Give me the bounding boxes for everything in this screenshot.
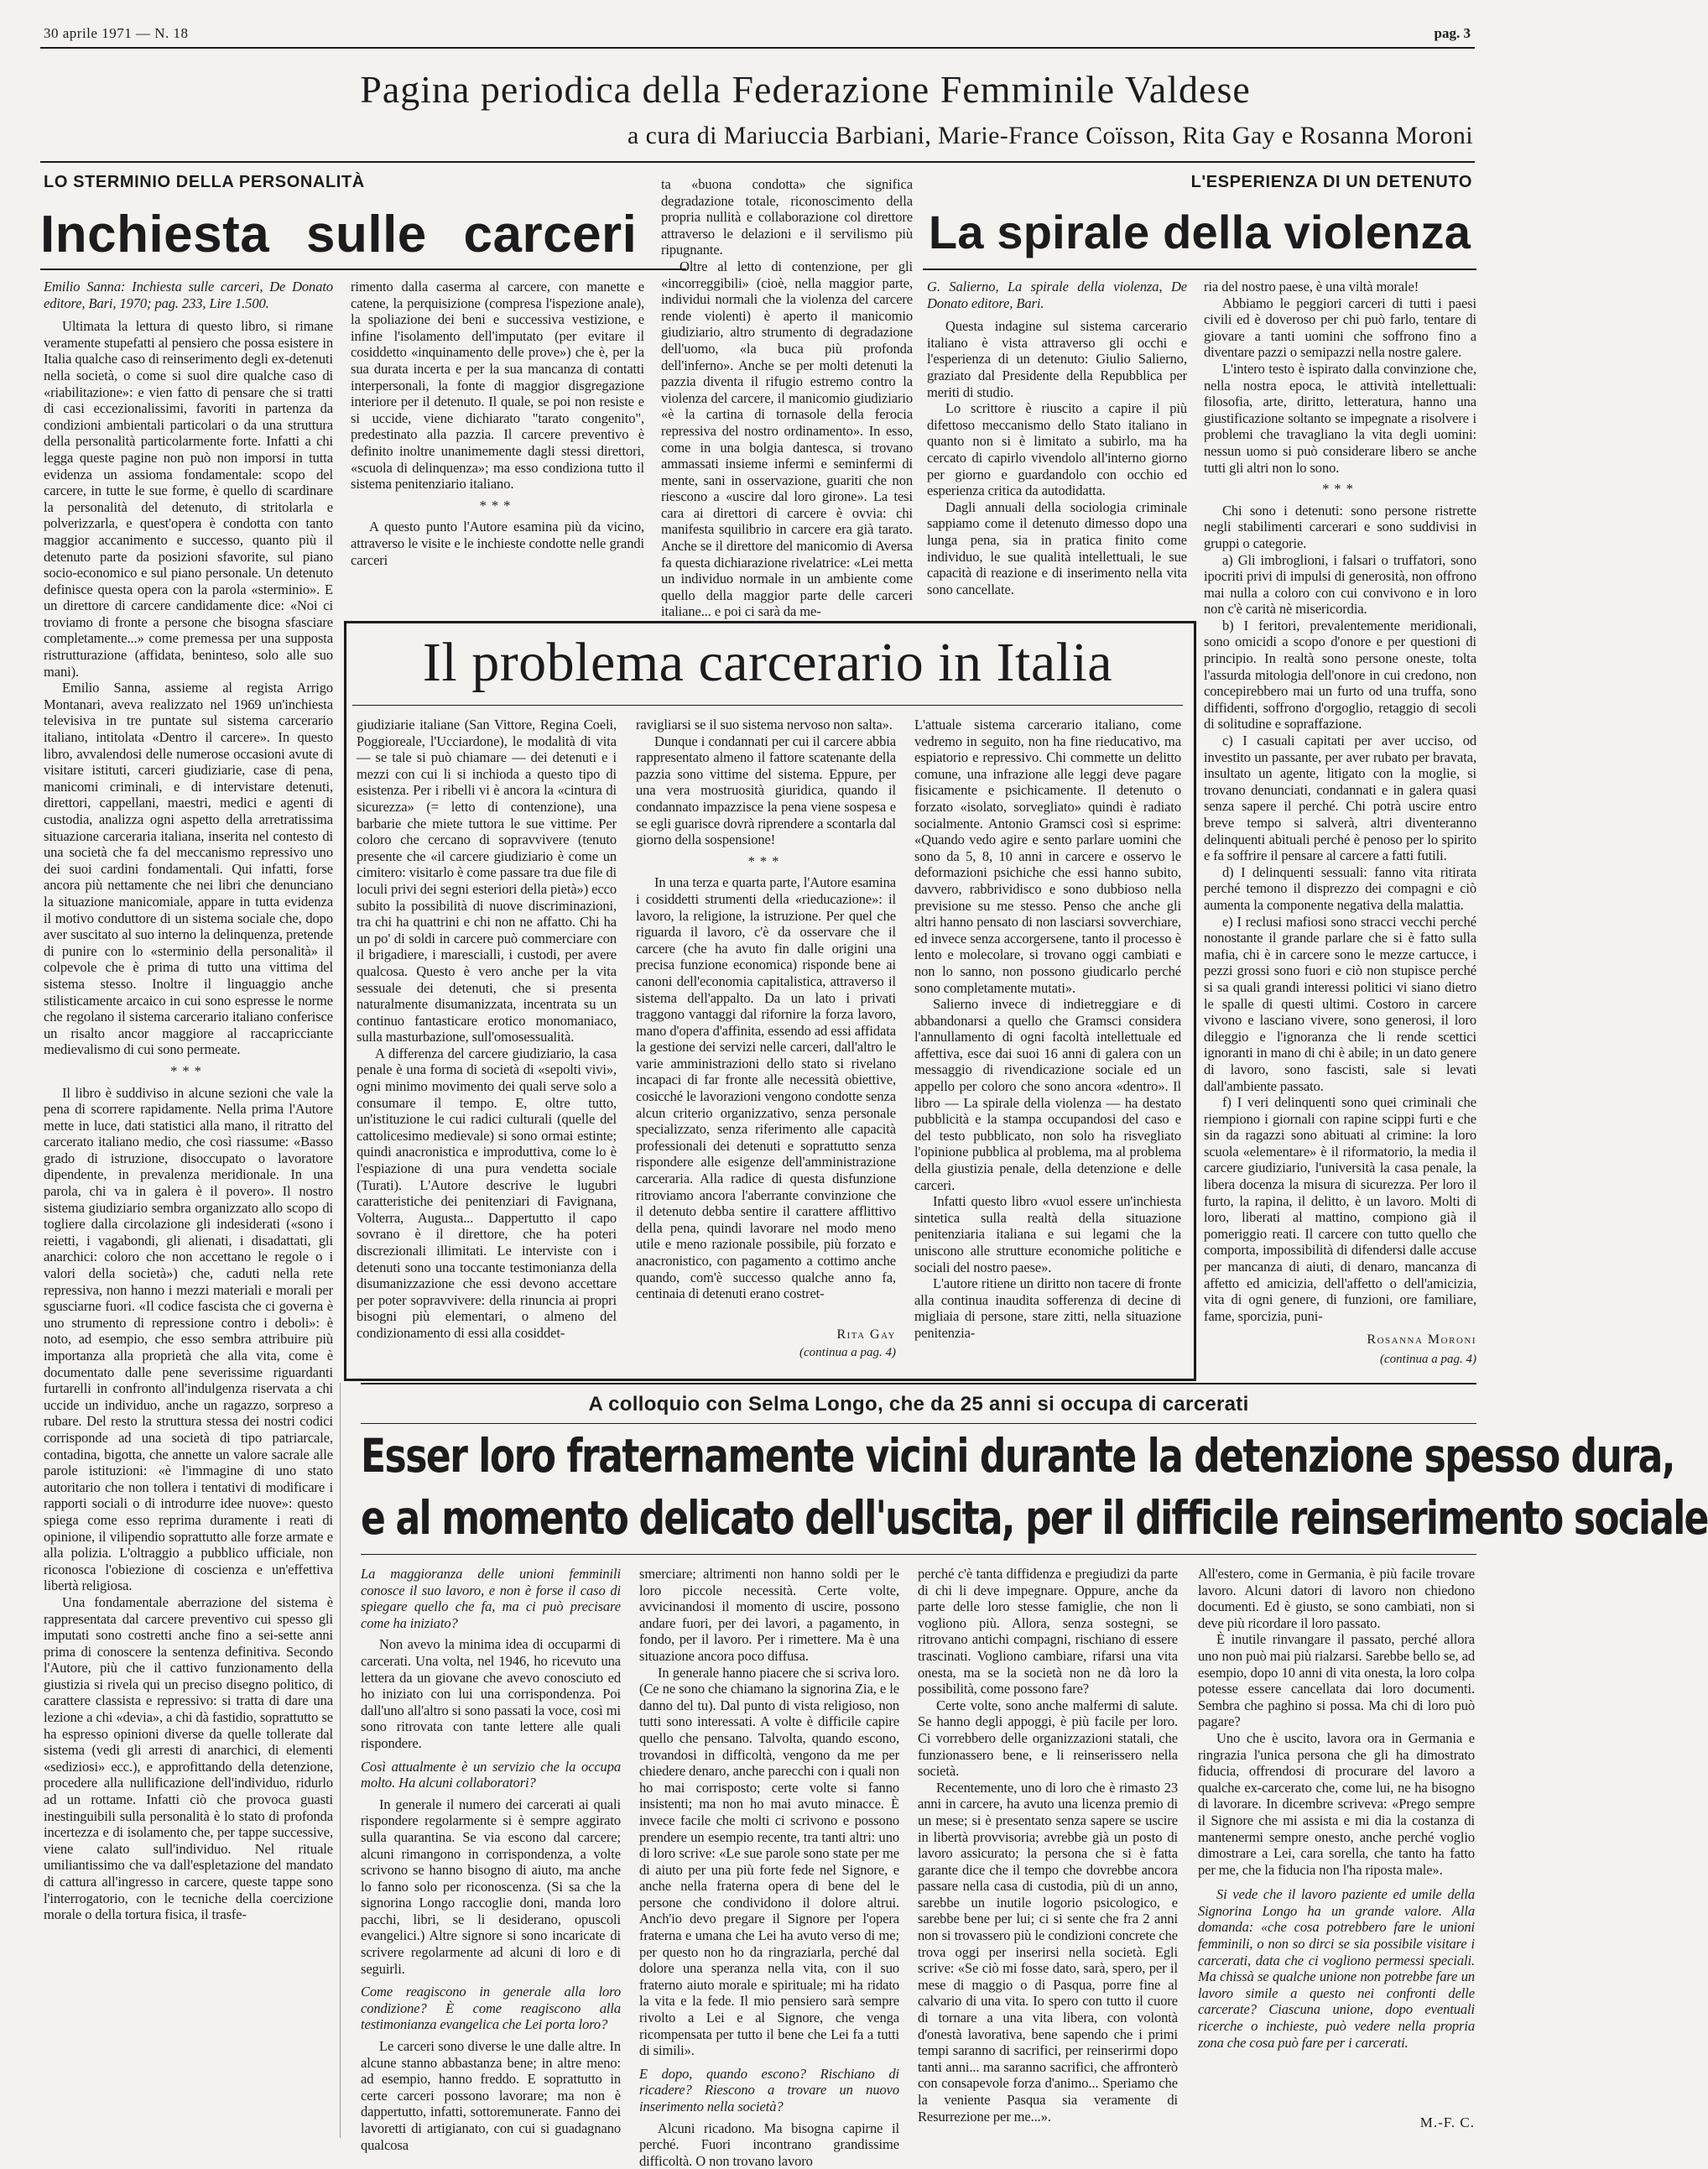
interview-col1 [361, 1566, 621, 2153]
paragraph: Emilio Sanna, assieme al regista Arrigo Montanari, aveva realizzato nel 1969 un'inchiesta televisiva in tre puntate sul sistema carcerario italiano, intitolata «Dentro il carcere». In questo libro, avvalendosi delle numerose occasioni avute di visitare istituti, carceri giudiziarie, case di pena, manicomi criminali, e di intervistare detenuti, direttori, cappellani, maestri, medici e agenti di custodia, analizza ogni aspetto della arretratissima situazione carceraria italiana, inserita nel contesto di una società che fa del meccanismo repressivo uno dei suoi cardini fondamentali. Qui infatti, forse ancora più nettamente che nei libri che denunciano la situazione manicomiale, appare in tutta evidenza il motivo conduttore di un sistema sociale che, dopo aver suscitato al suo interno la delinquenza, pretende di punire con lo «sterminio della personalità» il colpevole che è prima di tutto una vittima del sistema stesso. Inoltre il linguaggio anche stilisticamente arcaico in cui sono espresse le norme che regolano il sistema carcerario italiano conferisce un risalto ancor maggiore al raccapricciante medievalismo di cui sono permeate. [44, 680, 333, 1058]
paragraph: Infatti questo libro «vuol essere un'inchiesta sintetica sulla realtà della situazione penitenziaria italiana e sui legami che la uniscono alle strutture economiche politiche e sociali del nostro paese». [914, 1193, 1181, 1275]
paragraph: Una fondamentale aberrazione del sistema è rappresentata dal carcere preventivo cui spesso gli imputati sono costretti anche fino a sei-sette anni prima di conoscere la sentenza definitiva. Secondo l'Autore, più che il cattivo funzionamento della giustizia si rivela qui un preciso disegno politico, di carattere classista e repressivo: si tratta di dare una lezione a chi «devia», a chi dà fastidio, soprattutto se ha espresso opinioni diverse da quelle tollerate dal sistema (vedi gli arresti di anarchici, di elementi «sediziosi» ecc.), e approfittando della detenzione, procedere alla nullificazione dell'individuo, ridurlo ad un rottame. Infatti ciò che provoca guasti inestinguibili sulla personalità è lo stato di profonda incertezza e di isolamento che, per tappe successive, viene calato sull'individuo. Nel rituale umiliantissimo che va dall'espletazione del mandato di cattura all'ingresso in carcere, queste tappe sono l'interrogatorio, con le tecniche della coercizione morale o della tortura fisica, il trasfe- [44, 1593, 333, 1923]
center-signature: Rita Gay [636, 1327, 896, 1343]
page-number: pag. 3 [1434, 25, 1471, 41]
page-title: Pagina periodica della Federazione Femminile Valdese [360, 68, 1251, 111]
paragraph: A differenza del carcere giudiziario, la casa penale è una forma di società di «sepolti vivi», ogni minimo movimento dei quali serve solo a consumare il tempo. E, oltre tutto, un'istituzione le cui radici culturali (quelle del cattolicesimo medievale) si sono ormai estinte; quindi anacronistica e improduttiva, come lo è l'espiazione di una pura vendetta sociale (Turati). L'Autore descrive le lugubri caratteristiche dei penitenziari di Favignana, Volterra, Augusta... Dappertutto il capo sovrano è il direttore, che ha poteri discrezionali illimitati. Le interviste con i detenuti sono una toccante testimonianza della disumanizzazione che essi devono accettare per poter sopravvivere: della rinuncia ai propri bisogni più elementari, o almeno del condizionamento di essi alla cosiddet- [357, 1045, 617, 1341]
paragraph: Questa indagine sul sistema carcerario italiano è vista attraverso gli occhi e l'esperienza di un detenuto: Giulio Salierno, graziato dal Presidente della Repubblica per meriti di studio. [927, 318, 1187, 400]
paragraph: In una terza e quarta parte, l'Autore esamina i cosiddetti strumenti della «rieducazione»: il lavoro, la religione, la istruzione. Per quel che riguarda il lavoro, c'è da osservare che il carcere (che ha avuto fin dalle origini una precisa funzione economica) risponde bene ai canoni dell'economia capitalistica, attraverso il sistema dell'appalto. Da un lato i privati traggono vantaggi dal rifornire la forza lavoro, mano d'opera d'affinita, essendo ad essi affidata la gestione dei servizi nelle carceri, dall'altro le varie amministrazioni dello stato si rivelano incapaci di far fronte alle necessità obiettive, cosicché le lavorazioni vengono condotte senza alcun criterio organizzativo, senza personale specializzato, senza riferimento alle capacità professionali dei detenuti e soprattutto senza rispondere alle esigenze dell'amministrazione carceraria. Alla radice di questa disfunzione ritroviamo ancora l'aberrante convinzione che il detenuto debba sentire il carattere afflittivo della pena, quindi lavorare nel modo meno utile e meno razionale possibile, più forzato e anacronistico, con pagamento a cottimo anche quando, com'è successo qualche anno fa, centinaia di detenuti erano costret- [636, 874, 896, 1302]
interview-col3 [918, 1566, 1178, 2145]
paragraph: L'intero testo è ispirato dalla convinzione che, nella nostra epoca, le attività intellettuali: filosofia, arte, diritto, letteratura, hanno una giustificazione soltanto se impegnate a risolvere i problemi che travagliano la vita degli uomini: nessun uomo si può considerare libero se anche tutti gli altri non lo sono. [1204, 360, 1476, 476]
center-headline-rule [352, 705, 1183, 706]
paragraph: Oltre al letto di contenzione, per gli «incorreggibili» (cioè, nella maggior parte, individui normali che la violenza del carcere rende violenti) è aperto il manicomio giudiziario, altro strumento di degradazione dell'uomo, «la buca più profonda dell'inferno». Anche se per molti detenuti la pazzia diventa il rifugio estremo contro la violenza del carcere, il manicomio giudiziario «è la cartina di tornasole della ferocia repressiva del nostro ordinamento». In esso, come in una bolgia dantesca, si trovano ammassati insieme infermi e seminfermi di mente, sani in osservazione, guariti che non riescono a «uscire dal loro girone». La tesi cara ai direttori di carcere è ovvia: chi manifesta squilibrio in carcere era già tarato. Anche se il direttore del manicomio di Aversa fa questa dichiarazione rivelatrice: «Lei metta un individuo normale in un ambiente come quello della maggior parte delle carceri italiane... e poi ci sarà da me- [661, 258, 913, 620]
paragraph: b) I feritori, prevalentemente meridionali, sono omicidi a scopo d'onore e per questioni di principio. In realtà sono persone oneste, tolta l'assurda mitologia dell'onore in cui credono, non concepirebbero mai un furto od una truffa, sono diffidenti, soffrono d'orgoglio, retaggio di secoli di solitudine e sopraffazione. [1204, 617, 1476, 733]
interview-headline-1: Esser loro fraternamente vicini durante la detenzione spesso dura, [361, 1430, 1674, 1483]
answer: Recentemente, uno di loro che è rimasto 23 anni in carcere, ha avuto una licenza premio di un mese; si è presentato senza sapere se uscire in libertà provvisoria; avrebbe già un posto di lavoro assicurato; la persona che si è fatta garante dice che il tempo che dovrebbe ancora passare nella casa di custodia, più di un anno, sarebbe un inutile logorio psicologico, e sarebbe bene per lui; ci si sente che fra 2 anni non si trovassero più le condizioni concrete che trova oggi per inserirsi nella società. Egli scrive: «Se ciò mi fosse dato, sarà, spero, per il mese di maggio o di Pasqua, porre fine al calvario di una vita. Io spero con tutto il cuore di tornare a una vita libera, con volontà d'onestà lavorativa, bene sapendo che i primi tempi saranno di sacrifici, per reinserirmi dopo tanti anni... ma saranno sacrifici, che affronterò con consapevole forza d'animo... Speriamo che la veniente Pasqua sia veramente di Resurrezione per me...». [918, 1779, 1178, 2125]
paragraph: ravigliarsi se il suo sistema nervoso non salta». [636, 717, 893, 733]
paragraph: ta «buona condotta» che significa degradazione totale, riconoscimento della propria nullità e collaborazione col direttore attraverso le delazioni e il servilismo più ripugnante. [661, 176, 913, 258]
bottom-headline-rule [361, 1554, 1476, 1555]
paragraph: a) Gli imbroglioni, i falsari o truffatori, sono ipocriti privi di impulsi di generosità, non offrono mai nulla a coloro con cui convivono e in loro non c'è carità nè misericordia. [1204, 551, 1476, 618]
right-article-col1 [927, 279, 1187, 614]
right-kicker: L'ESPERIENZA DI UN DETENUTO [1190, 173, 1472, 191]
left-headline: Inchiesta sulle carceri [40, 206, 638, 263]
left-article-col2 [351, 279, 644, 614]
answer: Le carceri sono diverse le une dalle altre. In alcune stanno abbastanza bene; in altre meno: ad esempio, hanno freddo. E soprattutto in certe carceri possono lavorare; ma non è dappertutto, infatti, sottoremunerate. Fanno dei lavoretti di artigianato, con cui si guadagnano qualcosa [361, 2038, 621, 2153]
bottom-top-rule [361, 1383, 1476, 1384]
paragraph: L'attuale sistema carcerario italiano, come vedremo in seguito, non ha fine rieducativo, ma espiatorio e repressivo. Chi commette un delitto comune, una infrazione alle leggi deve pagare fisicamente e psichicamente. Il detenuto o forzato «isolato, sorvegliato» quindi è radiato socialmente. Antonio Gramsci così si esprime: «Quando vedo agire e sento parlare uomini che sono da 5, 8, 10 anni in carcere e osservo le deformazioni psichiche che essi hanno subito, davvero, rabbrividisco e sono dubbioso nella previsione su me stesso. Penso che anche gli altri hanno pensato di non lasciarsi sovverchiare, ed invece senza accorgersene, tanto il processo è lento e molecolare, si trovano oggi cambiati e non lo sanno, non possono giudicarlo perché sono completamente mutati». [914, 717, 1181, 996]
paragraph: A questo punto l'Autore esamina più da vicino, attraverso le visite e le inchieste condotte nelle grandi carceri [351, 519, 644, 568]
answer: In generale il numero dei carcerati ai quali rispondere regolarmente si è sempre aggirato sulla quarantina. Se via escono dal carcere; alcuni rimangono in corrispondenza, a volte scrivono se hanno bisogno di aiuto, ma anche lo fanno solo per riconoscenza. (Si sa che la signorina Longo raccoglie doni, manda loro pacchi, libri, se li desiderano, opuscoli evangelici.) Altre signore si sono incaricate di scrivere regolarmente ad alcuni di loro e di seguirli. [361, 1796, 621, 1977]
right-continued: (continua a pag. 4) [1204, 1353, 1476, 1367]
paragraph: f) I veri delinquenti sono quei criminali che riempiono i giornali con rapine scippi furti e che sin da ragazzi sono abituati al crimine: la loro scuola «elementare» è il riformatorio, la media il carcere giudiziario, l'università la casa penale, la libera docenza la misura di sicurezza. Per loro il furto, la rapina, il delitto, è un lavoro. Molti di loro, liberati al mattino, compiono già il pomeriggio reati. Il carcere con tutto quello che comporta, impossibilità di difendersi dalle accuse per mancanza di aiuti, di denaro, mancanza di affetto ed amicizia, dell'affetto o dell'amicizia, vita di ogni genere, di funzioni, ore familiare, fame, sporcizia, puni- [1204, 1094, 1476, 1324]
left-headline-rule [40, 269, 686, 270]
interview-headline-2: e al momento delicato dell'uscita, per il difficile reinserimento sociale [361, 1492, 1708, 1546]
paragraph: rimento dalla caserma al carcere, con manette e catene, la perquisizione (compresa l'ispezione anale), la spoliazione dei beni e successiva vestizione, e infine l'isolamento dell'imputato (per evitare il cosiddetto «inquinamento delle prove») che è, per la sua durata incerta e per la sua mancanza di contatti interpersonali, la fonte di maggior disgregazione interiore per il detenuto. Il quale, se poi non resiste e si uccide, viene dichiarato "tarato congenito", predestinato alla pazzia. Il carcere preventivo è definito inoltre unanimemente dagli stessi direttori, «scuola di delinquenza»; ma esso condiziona tutto il sistema penitenziario italiano. [351, 279, 644, 493]
top-rule [40, 47, 1475, 49]
right-signature: Rosanna Moroni [1204, 1332, 1476, 1348]
section-divider: *** [747, 852, 784, 869]
answer: È inutile rinvangare il passato, perché allora uno non può mai più rialzarsi. Sarebbe bello se, ad esempio, dopo 10 anni di vita onesta, la loro colpa potesse essere cancellata dai loro documenti. Sembra che paghino si possa. Ma chi di loro può pagare? [1198, 1631, 1475, 1730]
paragraph: Lo scrittore è riuscito a capire il più difettoso meccanismo dello Stato italiano in quanto non si è limitato a subirlo, ma ha cercato di capirlo vivendolo all'interno giorno per giorno e guardandolo con occhio ed esperienza critica da autodidatta. [927, 400, 1187, 499]
answer: perché c'è tanta diffidenza e pregiudizi da parte di chi li deve impegnare. Oppure, anche da parte delle loro stesse famiglie, che non li vogliono più. Allora, senza sostegni, se ritrovano antichi compagni, rischiano di essere trascinati. Vogliono cambiare, rifarsi una vita onesta, ma se la società non ne dà loro la possibilità, come possono fare? [918, 1566, 1178, 1697]
right-headline-rule [923, 269, 1476, 270]
center-headline: Il problema carcerario in Italia [422, 632, 1113, 693]
center-col2 [636, 717, 896, 1368]
paragraph: Ultimata la lettura di questo libro, si rimane veramente stupefatti al pensiero che possa esistere in Italia qualche caso di reinserimento degli ex-detenuti nella società, o come si suol dire qualche caso di «riabilitazione»: e vien fatto di pensare che si tratti di casi eccezionalissimi, favoriti in partenza da condizioni ambientali particolari o da una struttura della personalità particolarmente forte. Infatti a chi legga queste pagine non può non imporsi in tutta evidenza un assioma fondamentale: scopo del carcere, in tutte le sue forme, è quello di scardinare la personalità del detenuto, di stritolarla e polverizzarla, e quest'opera è condotta con tanto maggior accanimento e successo, quanto più il detenuto parte da posizioni sfavorite, sul piano socio-economico e sul piano personale. Un detenuto definisce questa opera con la parola «sterminio». E un direttore di carcere candidamente dice: «Noi ci troviamo di fronte a persone che bisogna sfasciare completamente...» come premessa per una supposta ristrutturazione (affidata, beninteso, solo alle suo mani). [44, 318, 333, 680]
interview-kicker: A colloquio con Selma Longo, che da 25 anni si occupa di carcerati [588, 1393, 1249, 1416]
paragraph: e) I reclusi mafiosi sono stracci vecchi perché nonostante il grande parlare che si è fatto sulla mafia, chi è in carcere sono le mezze cartucce, i pezzi grossi sono fuori e ciò non stupisce perché si sa quali grandi interessi politici vi siano dietro le spalle di questi ultimi. Costoro in carcere vivono e lasciano vivere, sono generosi, il loro dileggio e l'ignoranza che li rende scettici ignoranti in mano di chi è abile; in un dato genere di lavoro, sono fascisti, sale si levati dall'ambiente passato. [1204, 913, 1476, 1094]
answer: smerciare; altrimenti non hanno soldi per le loro piccole necessità. Certe volte, avvicinandosi il momento di uscire, possono andare fuori, per dei lavori, a pagamento, in fondo, per il lavoro. Per i rimettere. Ma è una situazione ancora poco diffusa. [639, 1566, 899, 1664]
interview-signature: M.-F. C. [1198, 2114, 1475, 2131]
paragraph: Salierno invece di indietreggiare e di abbandonarsi a quello che Gramsci considera l'annullamento di ogni facoltà intellettuale ed affettiva, esce dai suoi 16 anni di galera con un messaggio di rivendicazione sociale ed un appello per coloro che sono ancora «dentro». Il libro — La spirale della violenza — ha destato pubblicità e la stampa occupandosi del caso e del testo pubblicato, non solo ha risvegliato l'opinione pubblica al problema, ma al problema della giustizia penale, della detenzione e delle carceri. [914, 996, 1181, 1193]
paragraph: Dagli annuali della sociologia criminale sappiamo come il detenuto dimesso dopo una lunga pena, sia in pratica finito come individuo, le sue qualità intellettuali, le sue capacità di reazione e di inserimento nella vita sono cancellate. [927, 498, 1187, 597]
answer: Non avevo la minima idea di occuparmi di carcerati. Una volta, nel 1946, ho ricevuto una lettera da un giovane che avevo conosciuto ed ho iniziato con lui una corrispondenza. Poi dall'uno all'altro si sono passati la voce, così mi sono ritrovata con tante lettere alle quali rispondere. [361, 1636, 621, 1751]
paragraph: c) I casuali capitati per aver ucciso, od investito un passante, per aver rubato per bravata, insultato un agente, litigato con la moglie, si trovano denunciati, condannati e in galera quasi senza sapere il perché. Chi potrà uscire entro breve tempo si salverà, altri diventeranno delinquenti abituali perché è penoso per lo spirito e fa soffrire il pensare al carcere a fatti futili. [1204, 733, 1476, 864]
book-reference: Emilio Sanna: Inchiesta sulle carceri, De Donato editore, Bari, 1970; pag. 233, Lire 1.500. [44, 279, 333, 311]
paragraph: Il libro è suddiviso in alcune sezioni che vale la pena di scorrere rapidamente. Nella prima l'Autore mette in luce, dati statistici alla mano, il ritratto del carcerato italiano medio, che così riassume: «Basso grado di istruzione, disoccupato o lavoratore dipendente, in prevalenza meridionale. In una parola, chi va in galera è il povero». Il nostro sistema giudiziario sembra organizzato allo scopo di togliere dalla circolazione gli indesiderati («sono i reietti, i vagabondi, gli alienati, i disadattati, gli anarchici: coloro che non accettano le regole o i valori della società») che, caduti nella rete repressiva, non hanno i mezzi materiali e morali per sgusciarne fuori. «Il codice fascista che ci governa è uno strumento di repressione contro i deboli»: è noto, ad esempio, che esso sembra attribuire più importanza alla proprietà che alla vita, come è documentato dalle pene severissime riguardanti furtarelli in confronto all'indulgenza riservata a chi uccide un individuo, anche un ragazzo, sorpreso a rubare. Del resto la struttura stessa dei nostri codici corrisponde ad una società di tipo patriarcale, contadina, bigotta, che annette un valore sacrale alle parole istituzioni: «è l'immagine di uno stato autoritario che non tollera i tentativi di modificare i rapporti sociali o di introdurre idee nuove»: questo spiega come esso reprima duramente i reati di opinione, il vilipendio soprattutto alle forze armate e alla polizia. L'oltraggio a pubblico ufficiale, non riconosca l'obiezione di coscienza e un'effettiva libertà religiosa. [44, 1084, 333, 1594]
paragraph: d) I delinquenti sessuali: fanno vita ritirata perché temono il disprezzo dei compagni e ciò aumenta la componente negativa della malattia. [1204, 863, 1476, 913]
left-article-col1 [44, 279, 333, 1923]
paragraph: Dunque i condannati per cui il carcere abbia rappresentato almeno il fattore scatenante della pazzia sono vittime del sistema. Eppure, per una vera mostruosità giuridica, quando il condannato impazzisce la pena viene sospesa e se egli guarisce dovrà riprendere a scontarla dal giorno della sospensione! [636, 733, 896, 848]
left-kicker: LO STERMINIO DELLA PERSONALITÀ [44, 173, 365, 191]
interview-col4 [1198, 1566, 1475, 2145]
center-col3 [914, 717, 1181, 1368]
paragraph: ria del nostro paese, è una viltà morale! [1204, 279, 1419, 295]
editors-line: a cura di Mariuccia Barbiani, Marie-France Coïsson, Rita Gay e Rosanna Moroni [627, 122, 1473, 149]
section-divider: *** [1322, 481, 1358, 498]
column-divider-left [340, 1383, 341, 2138]
question: La maggioranza delle unioni femminili conosce il suo lavoro, e non è forse il caso di spiegare quello che fa, ma ci può precisare come ha iniziato? [361, 1566, 621, 1631]
book-reference: G. Salierno, La spirale della violenza, De Donato editore, Bari. [927, 279, 1187, 311]
paragraph: Abbiamo le peggiori carceri di tutti i paesi civili ed è doveroso per chi può farlo, tentare di giovare a tanti uomini che soffrono fino a diventare pazzi o semipazzi nella nostre galere. [1204, 295, 1476, 361]
issue-date: 30 aprile 1971 — N. 18 [44, 25, 189, 41]
question: E dopo, quando escono? Rischiano di ricadere? Riescono a trovare un nuovo inserimento nella società? [639, 2065, 899, 2114]
paragraph: L'autore ritiene un diritto non tacere di fronte alla continua inaudita sofferenza di decine di migliaia di persone, stare zitti, nella situazione penitenzia- [914, 1275, 1181, 1341]
answer: Alcuni ricadono. Ma bisogna capirne il perché. Fuori incontrano grandissime difficoltà. O non trovano lavoro [639, 2119, 899, 2169]
answer: Uno che è uscito, lavora ora in Germania e ringrazia l'unica persona che gli ha dimostrato fiducia, offrendosi di procurare del lavoro a qualche ex-carcerato che, come lui, ne ha bisogno di lavorare. In dicembre scriveva: «Prego sempre il Signore che mi assista e mi dia la costanza di mantenermi sempre onesto, anche perché voglio dimostrare a Lei, cara sorella, che tanto ha fatto per me, che la fiducia non l'ha riposta male». [1198, 1729, 1475, 1878]
right-headline: La spirale della violenza [928, 206, 1471, 258]
closing-note: Si vede che il lavoro paziente ed umile della Signorina Longo ha un grande valore. Alla domanda: «che cosa potrebbero fare le unioni femminili, o non so dirci se sia possibile visitare i carcerati, data che ci vogliono permessi speciali. Ma chissà se qualche unione non potrebbe fare un lavoro simile a questo nei confronti delle carcerate? Ciascuna unione, dopo eventuali ricerche o inchieste, può vedere nella propria zona che cosa può fare per i carcerati. [1198, 1886, 1475, 2051]
masthead-rule [40, 161, 1475, 163]
paragraph: Chi sono i detenuti: sono persone ristrette negli stabilimenti carcerari e sono suddivisi in gruppi o categorie. [1204, 502, 1476, 551]
section-divider: *** [170, 1062, 206, 1079]
center-continued: (continua a pag. 4) [636, 1346, 896, 1360]
question: Così attualmente è un servizio che la occupa molto. Ha alcuni collaboratori? [361, 1758, 621, 1791]
center-col1 [357, 717, 617, 1368]
interview-col2 [639, 1566, 899, 2169]
bottom-kicker-rule [361, 1423, 1476, 1424]
answer: All'estero, come in Germania, è più facile trovare lavoro. Alcuni datori di lavoro non chiedono documenti. Ed è giusto, se sono cambiati, non si deve più ricordare il loro passato. [1198, 1566, 1475, 1631]
question: Come reagiscono in generale alla loro condizione? È come reagiscono alla testimonianza evangelica che Lei porta loro? [361, 1984, 621, 2033]
paragraph: giudiziarie italiane (San Vittore, Regina Coeli, Poggioreale, l'Ucciardone), le modalità di vita — se tale si può chiamare — dei detenuti e i mezzi con cui li si inchioda a questo tipo di esistenza. Per i ribelli vi è ancora la «cintura di sicurezza» (= letto di contenzione), una barbarie che miete tuttora le sue vittime. Per coloro che cercano di sopravvivere (tenuto presente che «il carcere giudiziario è come un cimitero: visitarlo è come passare tra due file di loculi privi dei segni esteriori della pietà») ecco subito la possibilità di nuove discriminazioni, tra chi ha quattrini e chi non ne affatto. Chi ha un po' di soldi in carcere può commerciare con il brigadiere, i marescialli, i custodi, per avere qualcosa. Questo è vero anche per la vita sessuale dei detenuti, che si presenta naturalmente disumanizzata, incentrata su un continuo fantasticare erotico monomaniaco, sulla masturbazione, sull'omosessualità. [357, 717, 617, 1045]
answer: Certe volte, sono anche malfermi di salute. Se hanno degli appoggi, è più facile per loro. Ci vorrebbero delle organizzazioni statali, che funzionassero bene, e li reinserissero nella società. [918, 1697, 1178, 1780]
left-article-col3 [661, 176, 913, 620]
answer: In generale hanno piacere che si scriva loro. (Ce ne sono che chiamano la signorina Zia, e le danno del tu). Dal punto di vista religioso, non tutti sono interessati. A volte è difficile capire quello che pensano. Talvolta, quando escono, trovandosi in difficoltà, vengono da me per chiedere denaro, anche parecchi con i quali non ho mai corrisposto; certe volte si fanno insistenti; ma non ho mai avuto minacce. È invece facile che molti ci scrivono e possono prendere un esempio recente, tra tanti altri: uno di loro scrive: «Le sue parole sono state per me di aiuto per una più forte fede nel Signore, e anche nella fraterna opera di bene del le persone che condividono il dolore altrui. Anch'io devo pregare il Signore per l'opera fraterna e umana che Lei ha avuto verso di me; per questo non ho da ringraziarla, perché dal dolore una speranza nella vita, con il suo fraterno aiuto morale e spirituale; mi ha ridato la vita e la fede. Il mio pensiero sarà sempre rivolto a Lei e al Signore, che venga ricompensata per tutto il bene che Lei fa a tutti di simili». [639, 1664, 899, 2059]
section-divider: *** [479, 497, 516, 514]
